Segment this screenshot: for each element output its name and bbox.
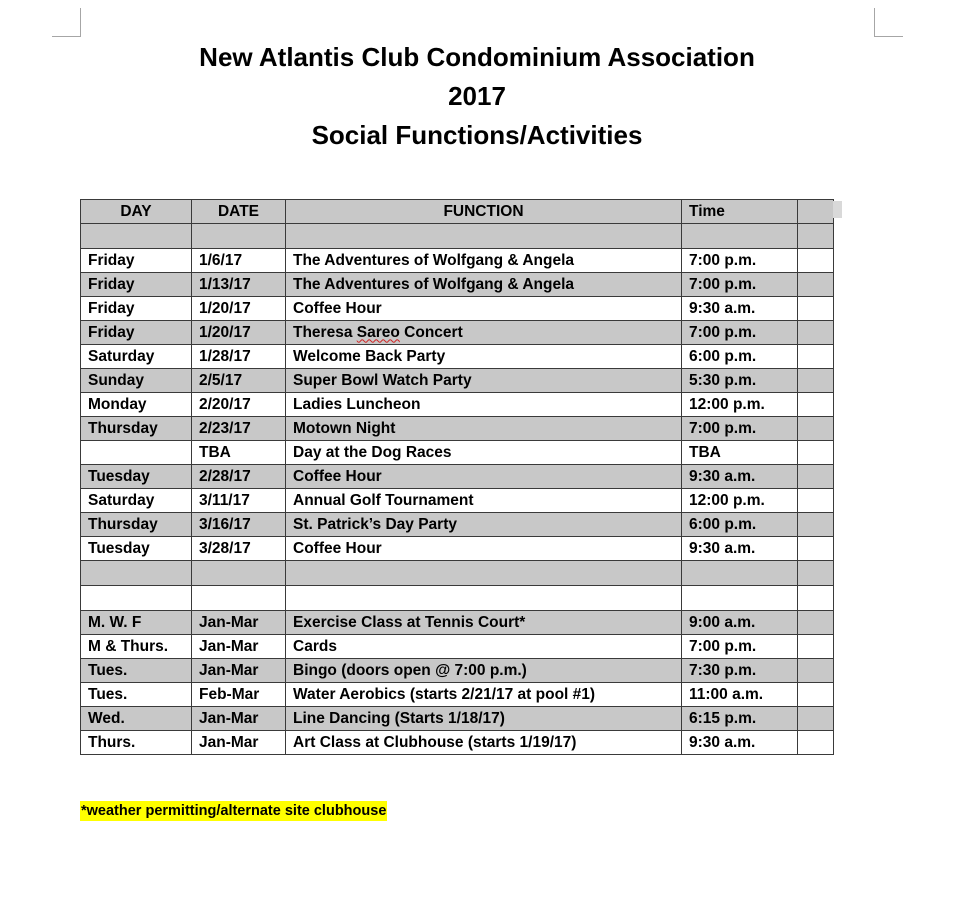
table-row [81,707,834,731]
cell-day: Tuesday [81,537,192,561]
table-row [81,561,834,586]
cell-time [682,586,798,611]
cell-day: M & Thurs. [81,635,192,659]
cell-extra [798,611,834,635]
cell-day [81,441,192,465]
cell-function: Water Aerobics (starts 2/21/17 at pool #1) [286,683,682,707]
cell-day [81,224,192,249]
cell-extra [798,224,834,249]
cell-function: Ladies Luncheon [286,393,682,417]
cell-extra [798,707,834,731]
cell-date: TBA [192,441,286,465]
cell-function [286,561,682,586]
cell-day [81,561,192,586]
cell-day: Tues. [81,659,192,683]
page-margin-marker-left [52,8,81,37]
cell-day: M. W. F [81,611,192,635]
cell-extra [798,513,834,537]
cell-extra [798,586,834,611]
cell-day [81,586,192,611]
table-row [81,611,834,635]
table-row [81,731,834,755]
title-association-name: New Atlantis Club Condominium Association [199,42,755,72]
spellcheck-flagged-word: Sareo [356,323,400,341]
cell-day: Saturday [81,489,192,513]
cell-day: Friday [81,249,192,273]
column-header-time: Time [682,200,798,224]
table-row [81,273,834,297]
cell-function: The Adventures of Wolfgang & Angela [286,249,682,273]
cell-function: Annual Golf Tournament [286,489,682,513]
cell-date: 2/23/17 [192,417,286,441]
table-row [81,441,834,465]
cell-function: Coffee Hour [286,465,682,489]
table-body [81,224,834,755]
cell-extra [798,465,834,489]
cell-extra [798,369,834,393]
table-row [81,683,834,707]
cell-function: Coffee Hour [286,537,682,561]
cell-date [192,586,286,611]
cell-day: Wed. [81,707,192,731]
cell-time: 7:00 p.m. [682,635,798,659]
cell-date: 2/20/17 [192,393,286,417]
cell-function: Line Dancing (Starts 1/18/17) [286,707,682,731]
table-row [81,417,834,441]
cell-extra [798,537,834,561]
cell-time: 7:00 p.m. [682,417,798,441]
cell-day: Friday [81,297,192,321]
cell-time: 7:00 p.m. [682,273,798,297]
cell-time: 7:00 p.m. [682,321,798,345]
cell-day: Monday [81,393,192,417]
cell-extra [798,561,834,586]
footnote-weather: *weather permitting/alternate site clubhouse [81,803,387,819]
title-subtitle: Social Functions/Activities [311,120,643,150]
table-row [81,537,834,561]
table-row [81,465,834,489]
cell-day: Friday [81,273,192,297]
cell-time: TBA [682,441,798,465]
cell-time: 7:00 p.m. [682,249,798,273]
cell-extra [798,417,834,441]
cell-extra [798,635,834,659]
cell-time: 9:30 a.m. [682,537,798,561]
cell-function [286,586,682,611]
cell-date: 1/6/17 [192,249,286,273]
cell-date: Jan-Mar [192,731,286,755]
cell-date: 1/20/17 [192,321,286,345]
table-row [81,297,834,321]
cell-extra [798,489,834,513]
cell-date: Jan-Mar [192,635,286,659]
cell-function: Cards [286,635,682,659]
cell-extra [798,345,834,369]
table-row [81,345,834,369]
table-row [81,586,834,611]
cell-time: 5:30 p.m. [682,369,798,393]
cell-time: 9:30 a.m. [682,731,798,755]
cell-time: 7:30 p.m. [682,659,798,683]
cell-time: 9:30 a.m. [682,297,798,321]
cell-time: 6:00 p.m. [682,345,798,369]
table-row [81,513,834,537]
cell-day: Tues. [81,683,192,707]
cell-function: Exercise Class at Tennis Court* [286,611,682,635]
table-row [81,489,834,513]
page-margin-marker-right [874,8,903,37]
cell-date: Jan-Mar [192,659,286,683]
cell-day: Thurs. [81,731,192,755]
cell-function [286,224,682,249]
table-side-marker [833,201,842,218]
column-header-day: DAY [81,200,192,224]
table-row [81,393,834,417]
cell-day: Saturday [81,345,192,369]
table-row [81,635,834,659]
cell-function: The Adventures of Wolfgang & Angela [286,273,682,297]
cell-date: Feb-Mar [192,683,286,707]
cell-function: Theresa Sareo Concert [286,321,682,345]
cell-extra [798,321,834,345]
cell-date: 2/5/17 [192,369,286,393]
cell-extra [798,393,834,417]
table-header-row [81,200,834,224]
cell-extra [798,659,834,683]
cell-function: Coffee Hour [286,297,682,321]
table-row [81,321,834,345]
cell-date: 3/11/17 [192,489,286,513]
cell-function: Motown Night [286,417,682,441]
column-header-extra [798,200,834,224]
cell-date: 1/20/17 [192,297,286,321]
cell-time: 9:00 a.m. [682,611,798,635]
cell-time: 12:00 p.m. [682,393,798,417]
cell-day: Friday [81,321,192,345]
cell-time: 12:00 p.m. [682,489,798,513]
column-header-date: DATE [192,200,286,224]
cell-time: 6:15 p.m. [682,707,798,731]
table-row [81,659,834,683]
cell-day: Tuesday [81,465,192,489]
cell-time: 9:30 a.m. [682,465,798,489]
cell-extra [798,441,834,465]
document-title [0,38,954,155]
cell-function: Welcome Back Party [286,345,682,369]
cell-day: Thursday [81,513,192,537]
cell-extra [798,249,834,273]
cell-function: Bingo (doors open @ 7:00 p.m.) [286,659,682,683]
cell-function: Art Class at Clubhouse (starts 1/19/17) [286,731,682,755]
cell-time [682,224,798,249]
cell-time [682,561,798,586]
table-row [81,249,834,273]
cell-date: Jan-Mar [192,707,286,731]
column-header-function: FUNCTION [286,200,682,224]
cell-date: 1/13/17 [192,273,286,297]
cell-extra [798,297,834,321]
cell-date: 2/28/17 [192,465,286,489]
cell-extra [798,273,834,297]
cell-day: Sunday [81,369,192,393]
cell-function: St. Patrick’s Day Party [286,513,682,537]
cell-day: Thursday [81,417,192,441]
cell-time: 6:00 p.m. [682,513,798,537]
cell-function: Day at the Dog Races [286,441,682,465]
activities-table [80,199,834,755]
cell-date: 1/28/17 [192,345,286,369]
cell-time: 11:00 a.m. [682,683,798,707]
cell-date: Jan-Mar [192,611,286,635]
cell-date: 3/28/17 [192,537,286,561]
cell-date: 3/16/17 [192,513,286,537]
cell-date [192,561,286,586]
cell-extra [798,683,834,707]
cell-function: Super Bowl Watch Party [286,369,682,393]
cell-extra [798,731,834,755]
table-row [81,224,834,249]
table-row [81,369,834,393]
title-year: 2017 [448,81,506,111]
cell-date [192,224,286,249]
